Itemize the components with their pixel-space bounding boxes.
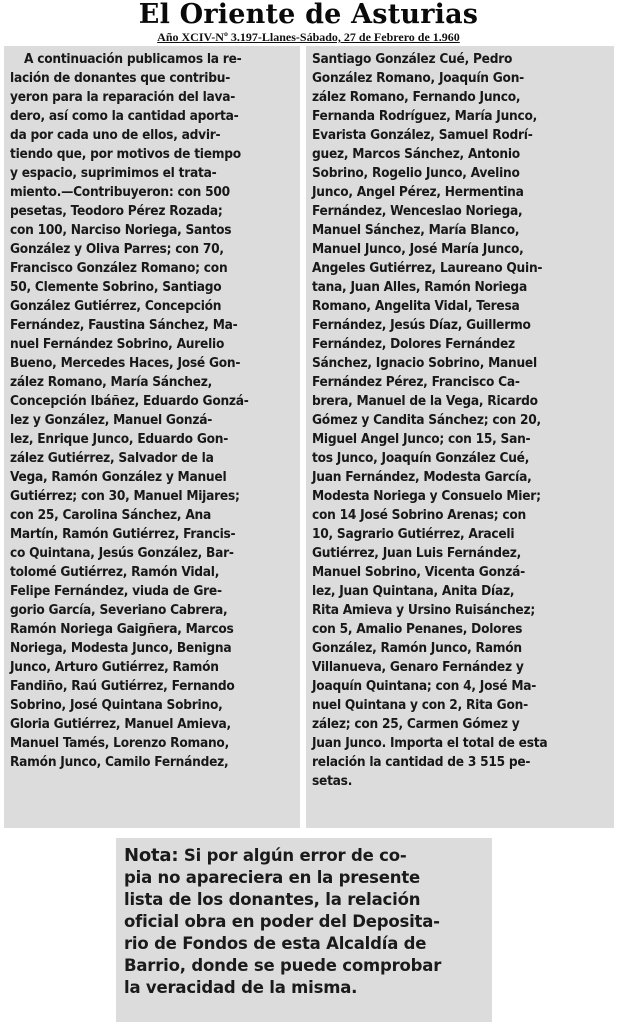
note-label: Nota: — [124, 845, 179, 866]
note-box — [116, 838, 492, 1022]
article-text-right: Santiago González Cué, Pedro González Romano, Joaquín Gon- zález Romano, Fernando Junco, Fernanda Rodríguez, María Junco, Evarista González, Samuel Rodrí- guez, Marcos Sánchez, Antonio Sobrino, Rogelio Junco, Avelino Junco, Angel Pérez, Hermentina Fernández, Wenceslao Noriega, Manuel Sánchez, María Blanco, Manuel Junco, José María Junco, Angeles Gutiérrez, Laureano Quin- tana, Juan Alles, Ramón Noriega Romano, Angelita Vidal, Teresa Fernández, Jesús Díaz, Guillermo Fernández, Dolores Fernández Sánchez, Ignacio Sobrino, Manuel Fernández Pérez, Francisco Ca- brera, Manuel de la Vega, Ricardo Gómez y Candita Sánchez; con 20, Miguel Angel Junco; con 15, San- tos Junco, Joaquín González Cué, Juan Fernández, Modesta García, Modesta Noriega y Consuelo Mier; con 14 José Sobrino Arenas; con 10, Sagrario Gutiérrez, Araceli Gutiérrez, Juan Luis Fernández, Manuel Sobrino, Vicenta Gonzá- lez, Juan Quintana, Anita Díaz, Rita Amieva y Ursino Ruisánchez; con 5, Amalio Penanes, Dolores González, Ramón Junco, Ramón Villanueva, Genaro Fernández y Joaquín Quintana; con 4, José Ma- nuel Quintana y con 2, Rita Gon- zález; con 25, Carmen Gómez y Juan Junco. Importa el total de esta relación la cantidad de 3 515 pe- setas. — [312, 51, 548, 789]
newspaper-title: El Oriente de Asturias — [138, 0, 479, 30]
article-text-left: A continuación publicamos la re- lación de donantes que contribu- yeron para la reparación del lava- dero, así como la cantidad aporta- da por cada uno de ellos, advir- tiendo que, por motivos de tiempo y espacio, suprimimos el trata- miento.—Contribuyeron: con 500 pesetas, Teodoro Pérez Rozada; con 100, Narciso Noriega, Santos González y Oliva Parres; con 70, Francisco González Romano; con 50, Clemente Sobrino, Santiago González Gutiérrez, Concepción Fernández, Faustina Sánchez, Ma- nuel Fernández Sobrino, Aurelio Bueno, Mercedes Haces, José Gon- zález Romano, María Sánchez, Concepción Ibáñez, Eduardo Gonzá- lez y González, Manuel Gonzá- lez, Enrique Junco, Eduardo Gon- zález Gutiérrez, Salvador de la Vega, Ramón González y Manuel Gutiérrez; con 30, Manuel Mijares; con 25, Carolina Sánchez, Ana Martín, Ramón Gutiérrez, Francis- co Quintana, Jesús González, Bar- tolomé Gutiérrez, Ramón Vidal, Felipe Fernández, viuda de Gre- gorio García, Severiano Cabrera, Ramón Noriega Gaigñera, Marcos Noriega, Modesta Junco, Benigna Junco, Arturo Gutiérrez, Ramón Fandiño, Raú Gutiérrez, Fernando Sobrino, José Quintana Sobrino, Gloria Gutiérrez, Manuel Amieva, Manuel Tamés, Lorenzo Romano, Ramón Junco, Camilo Fernández, — [10, 51, 249, 770]
issue-dateline: Año XCIV-Nº 3.197-Llanes-Sábado, 27 de Febrero de 1.960 — [157, 30, 460, 44]
note-text — [116, 838, 492, 999]
article-column-left — [4, 46, 300, 828]
masthead — [0, 0, 617, 48]
note-body: Si por algún error de co- pia no apareciera en la presente lista de los donantes, la relación oficial obra en poder del Deposita- rio de Fondos de esta Alcaldía de Barrio, donde se puede comprobar la veracidad de la misma. — [124, 846, 442, 997]
article-column-right — [306, 46, 614, 828]
